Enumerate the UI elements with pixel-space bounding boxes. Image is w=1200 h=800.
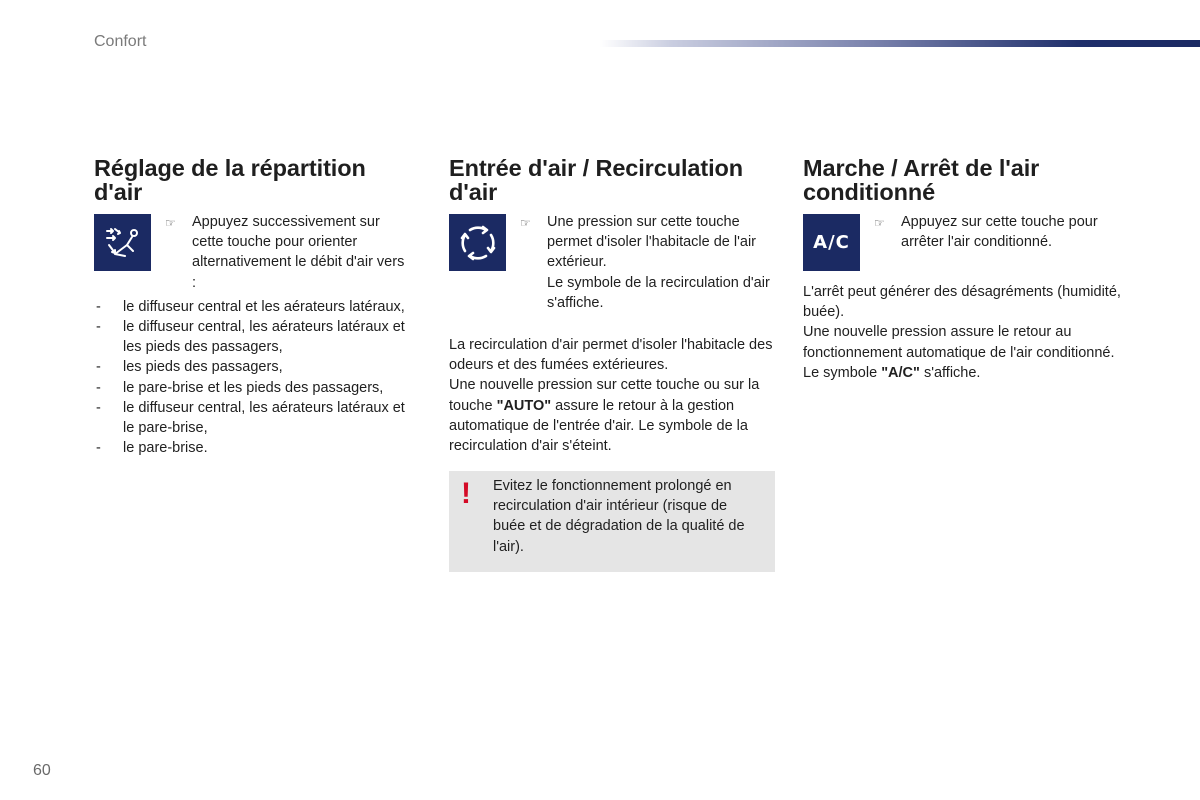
air-distribution-icon <box>94 214 151 271</box>
auto-key-label: "AUTO" <box>496 397 552 414</box>
header-gradient-bar <box>600 40 1200 47</box>
section-label: Confort <box>94 33 147 50</box>
section-title: Réglage de la répartition d'air <box>94 155 366 205</box>
ac-button-icon <box>803 214 860 271</box>
intro-copy: Appuyez sur cette touche pour arrêter l'air conditionné. <box>901 214 1098 251</box>
pointer-icon: ☞ <box>874 216 885 230</box>
list-item: - le pare-brise. <box>94 438 412 458</box>
intro-text <box>520 212 775 313</box>
column-recirculation <box>449 156 775 456</box>
intro-block <box>94 212 412 293</box>
paragraph-text: Une nouvelle pression assure le retour au fonctionnement automatique de l'air conditionné. Le symbole <box>803 324 1115 381</box>
list-item: - le diffuseur central, les aérateurs latéraux et le pare-brise, <box>94 398 412 438</box>
section-title: Marche / Arrêt de l'air conditionné <box>803 155 1040 205</box>
intro-text <box>874 212 1123 252</box>
warning-icon: ! <box>461 477 471 510</box>
column-air-conditioning <box>803 156 1123 383</box>
paragraph-text: s'affiche. <box>919 364 981 381</box>
paragraph-text: Une nouvelle pression sur cette touche ou sur la touche <box>449 377 760 414</box>
ac-icon-label: A/C <box>813 232 850 253</box>
intro-copy: Appuyez successivement sur cette touche pour orienter alternativement le débit d'air vers : <box>192 214 405 291</box>
pointer-icon: ☞ <box>165 216 176 230</box>
section-title: Entrée d'air / Recirculation d'air <box>449 155 744 205</box>
intro-copy: Une pression sur cette touche permet d'isoler l'habitacle de l'air extérieur. <box>547 214 756 271</box>
pointer-icon: ☞ <box>520 216 531 230</box>
paragraph <box>803 282 1123 383</box>
list-item: - le diffuseur central et les aérateurs latéraux, <box>94 297 412 317</box>
paragraph-text: assure le retour à la gestion automatique de l'entrée d'air. Le symbole de la recirculation d'air s'éteint. <box>449 397 748 455</box>
distribution-list <box>94 297 412 459</box>
ac-key-label: "A/C" <box>881 364 920 381</box>
paragraph-text: L'arrêt peut générer des désagréments (humidité, buée). <box>803 284 1121 321</box>
intro-block <box>803 212 1123 288</box>
intro-copy-2: Le symbole de la recirculation d'air s'affiche. <box>547 274 770 311</box>
list-item: - le pare-brise et les pieds des passagers, <box>94 378 412 398</box>
list-item: - les pieds des passagers, <box>94 357 412 377</box>
intro-text <box>165 212 412 293</box>
column-air-distribution <box>94 156 412 458</box>
warning-text: Evitez le fonctionnement prolongé en recirculation d'air intérieur (risque de buée et de dégradation de la qualité de l'air). <box>493 478 745 555</box>
intro-block <box>449 212 775 313</box>
list-item: - le diffuseur central, les aérateurs latéraux et les pieds des passagers, <box>94 317 412 357</box>
paragraph-text: La recirculation d'air permet d'isoler l'habitacle des odeurs et des fumées extérieures. <box>449 337 773 374</box>
warning-box <box>449 471 775 572</box>
recirculation-icon <box>449 214 506 271</box>
page-number: 60 <box>33 762 51 779</box>
paragraph <box>449 335 775 456</box>
